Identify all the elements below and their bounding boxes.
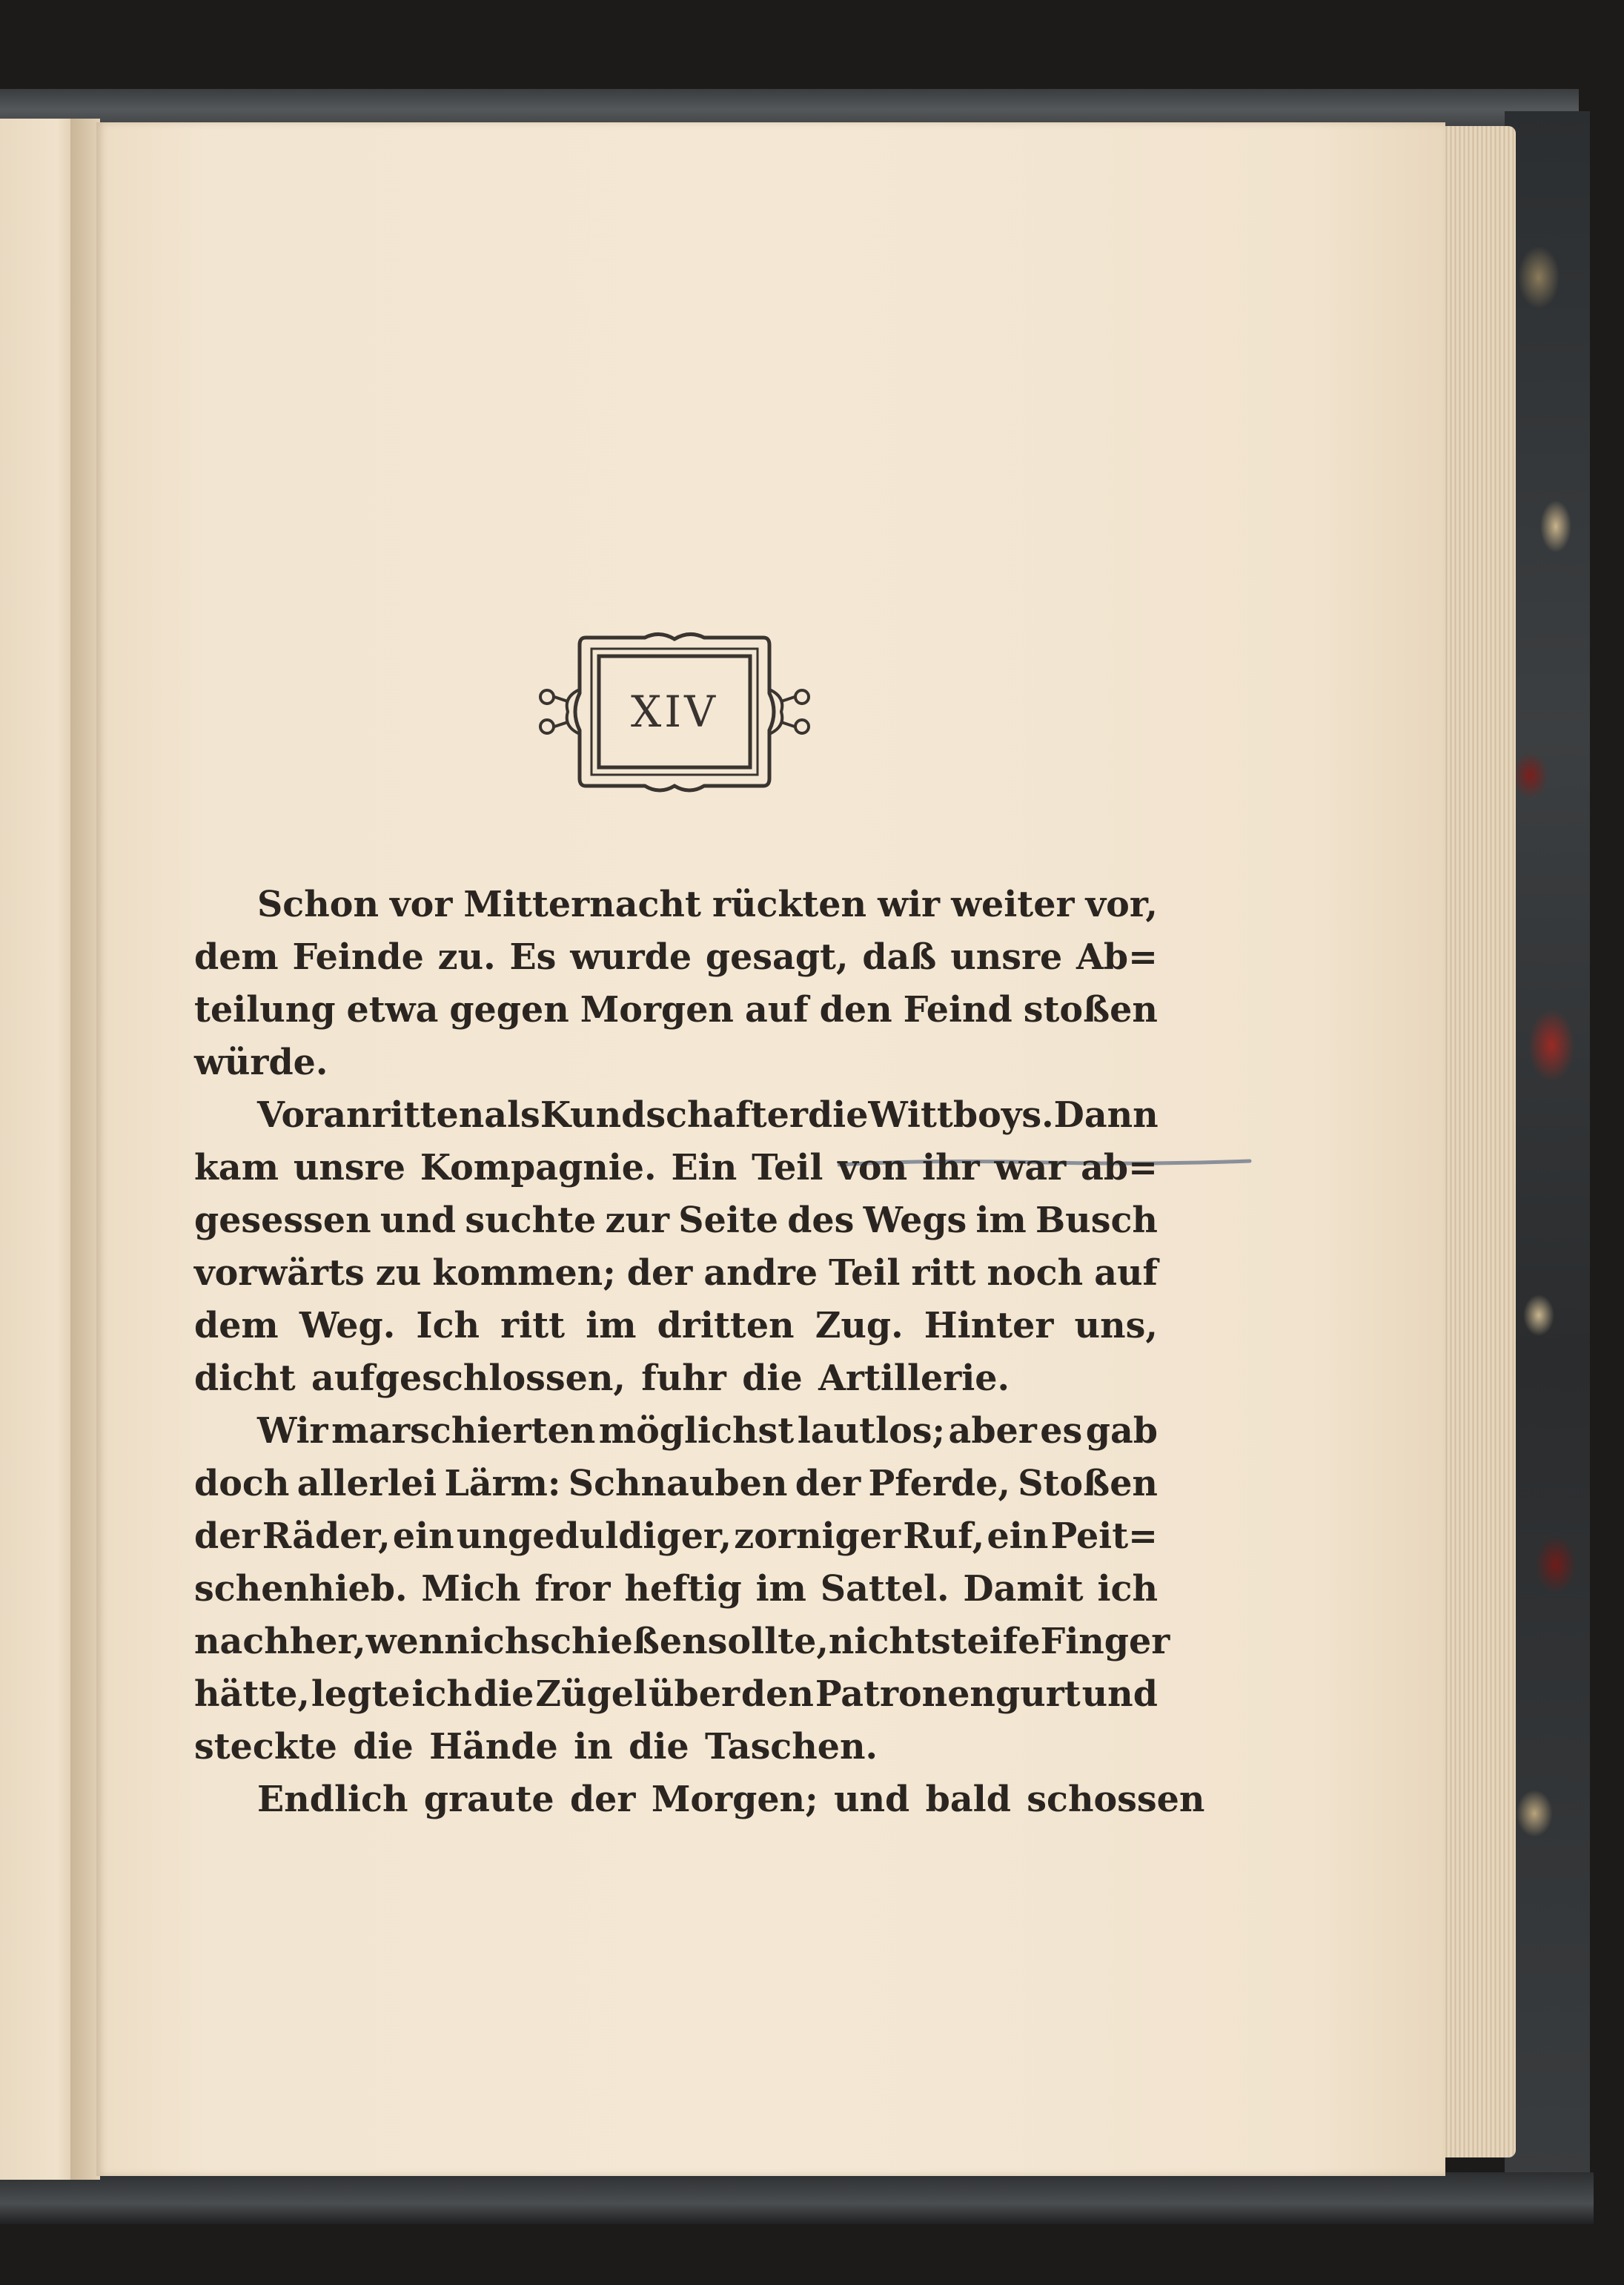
- word: Teil: [829, 1252, 901, 1294]
- word: den: [740, 1673, 814, 1715]
- word: stoßen: [1023, 989, 1158, 1031]
- text-line: [194, 1721, 1158, 1773]
- word: dem: [194, 1305, 279, 1346]
- word: als: [484, 1094, 540, 1136]
- word: Stoßen: [1018, 1463, 1158, 1504]
- page-gutter: [70, 119, 100, 2180]
- word: im: [755, 1568, 806, 1610]
- word: suchte: [465, 1200, 597, 1241]
- chapter-text: [194, 879, 1205, 1826]
- word: allerlei: [296, 1463, 437, 1504]
- word: Feind: [903, 989, 1012, 1031]
- word: gesagt,: [705, 936, 849, 978]
- word: vor,: [1085, 884, 1158, 925]
- word: Hände: [429, 1726, 558, 1768]
- word: uns,: [1074, 1305, 1158, 1346]
- chapter-ornament: [534, 623, 815, 801]
- word: zur: [605, 1200, 670, 1241]
- word: ein: [392, 1515, 454, 1557]
- text-line: [194, 1089, 1158, 1142]
- word: fuhr: [641, 1358, 726, 1399]
- word: die: [742, 1358, 803, 1399]
- word: den: [819, 989, 892, 1031]
- word: nicht: [828, 1621, 931, 1662]
- word: Wittboys.: [868, 1094, 1054, 1136]
- word: unsre: [293, 1147, 405, 1188]
- word: ich: [1097, 1568, 1158, 1610]
- word: über: [648, 1673, 740, 1715]
- word: Pferde,: [868, 1463, 1010, 1504]
- word: etwa: [346, 989, 439, 1031]
- word: Schon: [257, 884, 379, 925]
- text-line: [194, 1352, 1158, 1405]
- text-line: [194, 1563, 1158, 1616]
- word: im: [975, 1200, 1027, 1241]
- word: gegen: [449, 989, 569, 1031]
- paragraph: [194, 1089, 1158, 1405]
- word: aufgeschlossen,: [311, 1358, 626, 1399]
- text-line: [194, 879, 1158, 931]
- paragraph: [194, 1773, 1205, 1826]
- word: lautlos;: [797, 1410, 946, 1452]
- word: Ab=: [1076, 936, 1158, 978]
- word: Ich: [416, 1305, 480, 1346]
- word: die: [629, 1726, 689, 1768]
- word: fror: [534, 1568, 611, 1610]
- word: vorwärts: [194, 1252, 365, 1294]
- word: daß: [862, 936, 937, 978]
- word: vor: [390, 884, 453, 925]
- word: schossen: [1027, 1779, 1205, 1820]
- word: Teil: [752, 1147, 823, 1188]
- word: und: [1081, 1673, 1158, 1715]
- word: wenn: [365, 1621, 470, 1662]
- word: Peit=: [1050, 1515, 1158, 1557]
- word: gab: [1085, 1410, 1158, 1452]
- word: Patronengurt: [815, 1673, 1081, 1715]
- page-edges: [1434, 126, 1516, 2157]
- word: Busch: [1035, 1200, 1158, 1241]
- word: Morgen;: [651, 1779, 818, 1820]
- word: zu.: [437, 936, 496, 978]
- word: gesessen: [194, 1200, 371, 1241]
- word: Kompagnie.: [420, 1147, 657, 1188]
- word: Räder,: [262, 1515, 391, 1557]
- paragraph: [194, 1405, 1170, 1773]
- word: Zügel: [535, 1673, 648, 1715]
- word: nachher,: [194, 1621, 366, 1662]
- text-line: [194, 1036, 1158, 1089]
- word: zu: [375, 1252, 422, 1294]
- word: ritten: [371, 1094, 485, 1136]
- word: Feinde: [292, 936, 424, 978]
- text-line: [194, 931, 1158, 984]
- left-page: [0, 119, 82, 2180]
- word: sollte,: [707, 1621, 829, 1662]
- word: auf: [744, 989, 809, 1031]
- word: würde.: [194, 1042, 328, 1083]
- word: Morgen: [580, 989, 734, 1031]
- word: der: [194, 1515, 260, 1557]
- word: Voran: [257, 1094, 372, 1136]
- word: des: [787, 1200, 855, 1241]
- word: Dann: [1053, 1094, 1159, 1136]
- word: und: [833, 1779, 910, 1820]
- word: heftig: [624, 1568, 742, 1610]
- word: ungeduldiger,: [456, 1515, 732, 1557]
- word: dritten: [657, 1305, 795, 1346]
- word: schenhieb.: [194, 1568, 408, 1610]
- text-line: [194, 1510, 1158, 1563]
- word: zorniger: [734, 1515, 901, 1557]
- word: Zug.: [815, 1305, 904, 1346]
- word: von: [838, 1147, 908, 1188]
- word: Mitternacht: [463, 884, 701, 925]
- word: die: [473, 1673, 534, 1715]
- word: und: [380, 1200, 457, 1241]
- word: weiter: [951, 884, 1075, 925]
- word: in: [574, 1726, 613, 1768]
- word: Ein: [671, 1147, 738, 1188]
- word: kam: [194, 1147, 279, 1188]
- text-line: [194, 1668, 1158, 1721]
- word: ich: [469, 1621, 531, 1662]
- word: war: [994, 1147, 1067, 1188]
- word: es: [1040, 1410, 1083, 1452]
- word: hätte,: [194, 1673, 310, 1715]
- word: Artillerie.: [818, 1358, 1010, 1399]
- text-line: [194, 1458, 1158, 1510]
- word: wurde: [570, 936, 692, 978]
- word: noch: [987, 1252, 1084, 1294]
- word: teilung: [194, 989, 336, 1031]
- word: Taschen.: [704, 1726, 878, 1768]
- book-cover-bottom: [0, 2172, 1594, 2224]
- text-line: [194, 1142, 1158, 1194]
- word: Kundschafter: [540, 1094, 808, 1136]
- marbled-book-edge: [1505, 111, 1590, 2187]
- word: Wir: [257, 1410, 328, 1452]
- word: die: [353, 1726, 414, 1768]
- text-line: [194, 1247, 1158, 1300]
- text-line: [194, 1194, 1158, 1247]
- paragraph: [194, 879, 1158, 1089]
- word: die: [807, 1094, 869, 1136]
- word: Damit: [963, 1568, 1084, 1610]
- chapter-number: XIV: [630, 687, 719, 737]
- text-line: [194, 1773, 1205, 1826]
- word: Seite: [678, 1200, 778, 1241]
- word: auf: [1094, 1252, 1158, 1294]
- word: steckte: [194, 1726, 337, 1768]
- word: wir: [878, 884, 941, 925]
- word: schießen: [530, 1621, 708, 1662]
- text-line: [194, 1616, 1170, 1668]
- word: Weg.: [299, 1305, 396, 1346]
- word: Endlich: [257, 1779, 408, 1820]
- word: legte: [311, 1673, 411, 1715]
- word: Sattel.: [820, 1568, 949, 1610]
- word: Es: [509, 936, 557, 978]
- word: ich: [411, 1673, 472, 1715]
- word: unsre: [950, 936, 1063, 978]
- word: graute: [423, 1779, 554, 1820]
- word: dicht: [194, 1358, 296, 1399]
- word: ab=: [1081, 1147, 1158, 1188]
- word: steife: [930, 1621, 1041, 1662]
- word: im: [586, 1305, 637, 1346]
- word: der: [626, 1252, 693, 1294]
- text-line: [194, 984, 1158, 1036]
- word: möglichst: [598, 1410, 795, 1452]
- word: aber: [948, 1410, 1037, 1452]
- word: rückten: [712, 884, 867, 925]
- word: Wegs: [863, 1200, 967, 1241]
- text-line: [194, 1300, 1158, 1352]
- word: ein: [987, 1515, 1049, 1557]
- word: Finger: [1040, 1621, 1170, 1662]
- word: Hinter: [924, 1305, 1054, 1346]
- word: Lärm:: [444, 1463, 561, 1504]
- word: doch: [194, 1463, 290, 1504]
- word: der: [569, 1779, 636, 1820]
- word: ritt: [911, 1252, 976, 1294]
- text-line: [194, 1405, 1158, 1458]
- word: ritt: [500, 1305, 566, 1346]
- word: Mich: [421, 1568, 521, 1610]
- word: ihr: [922, 1147, 980, 1188]
- word: andre: [703, 1252, 818, 1294]
- word: der: [795, 1463, 861, 1504]
- word: dem: [194, 936, 279, 978]
- word: Schnauben: [568, 1463, 788, 1504]
- word: marschierten: [331, 1410, 596, 1452]
- word: kommen;: [432, 1252, 616, 1294]
- word: bald: [925, 1779, 1011, 1820]
- word: Ruf,: [903, 1515, 985, 1557]
